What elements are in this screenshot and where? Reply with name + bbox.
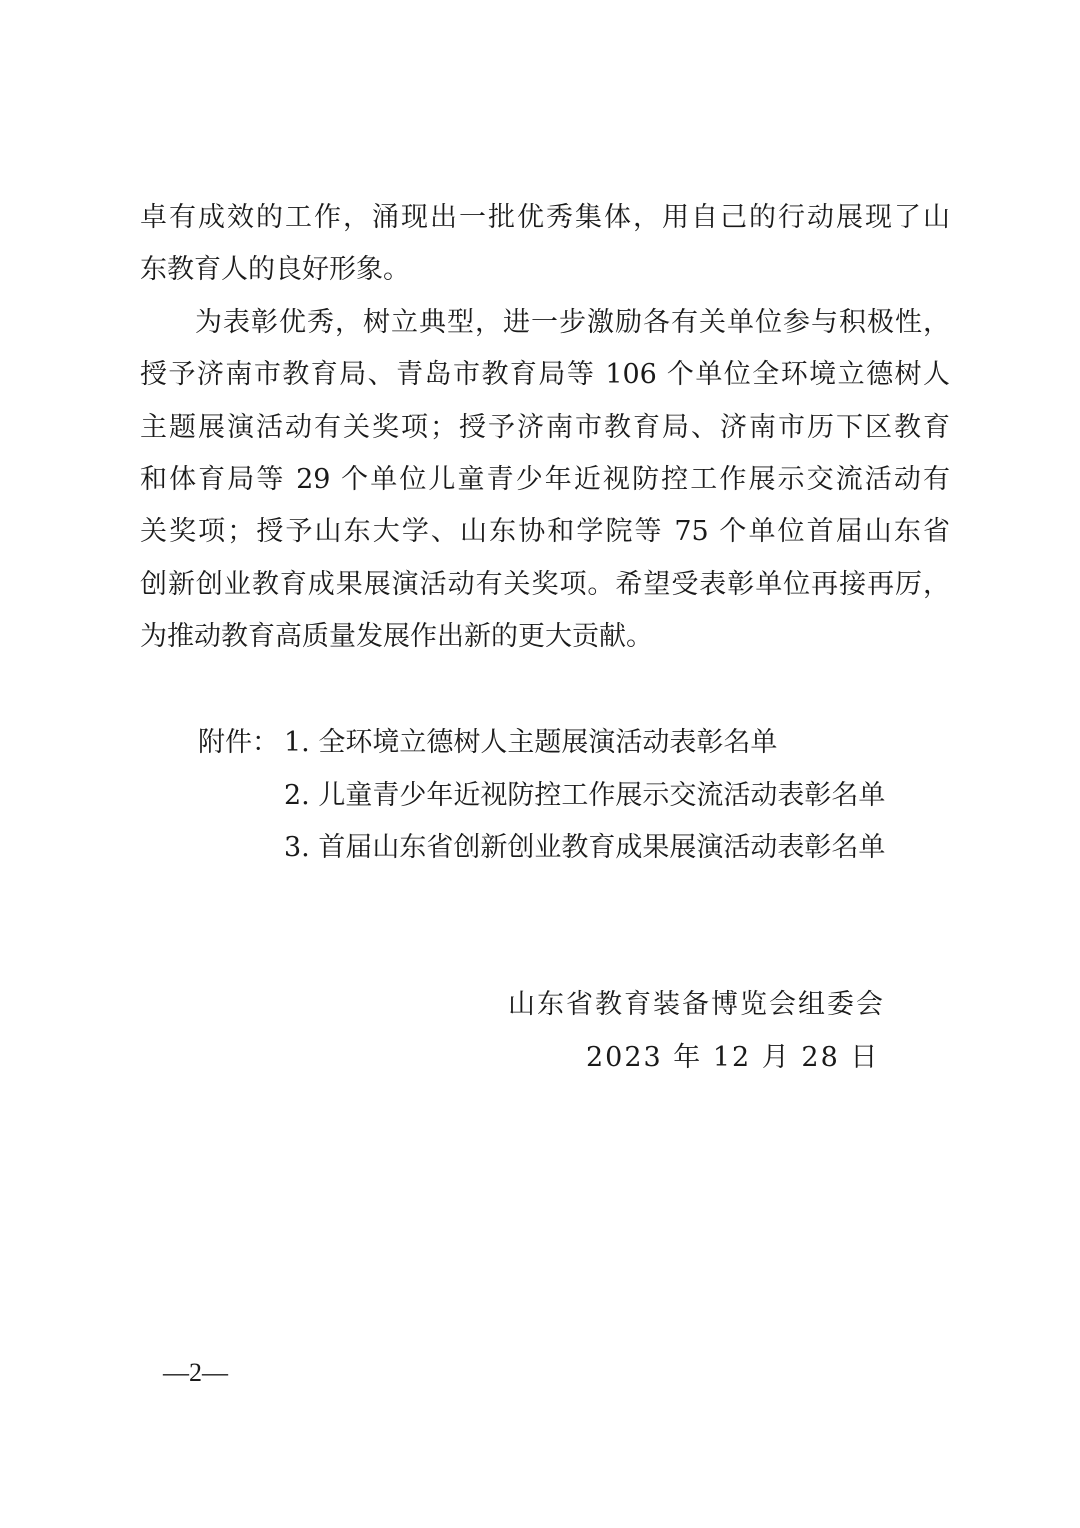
attachments-label: 附件： [198, 727, 279, 758]
page-number: —2— [163, 1358, 228, 1387]
signature-organization: 山东省教育装备博览会组委会 [508, 989, 885, 1020]
attachment-item-2: 2. 儿童青少年近视防控工作展示交流活动表彰名单 [284, 780, 886, 811]
body-line-7: 关奖项；授予山东大学、山东协和学院等 75 个单位首届山东省 [140, 516, 950, 547]
attachment-item-1: 1. 全环境立德树人主题展演活动表彰名单 [284, 727, 778, 758]
body-line-9: 为推动教育高质量发展作出新的更大贡献。 [140, 621, 653, 652]
body-line-6: 和体育局等 29 个单位儿童青少年近视防控工作展示交流活动有 [140, 464, 950, 495]
body-line-5: 主题展演活动有关奖项；授予济南市教育局、济南市历下区教育 [140, 412, 950, 443]
attachment-item-3: 3. 首届山东省创新创业教育成果展演活动表彰名单 [284, 832, 886, 863]
body-line-3: 为表彰优秀，树立典型，进一步激励各有关单位参与积极性， [195, 307, 950, 338]
signature-date: 2023 年 12 月 28 日 [586, 1042, 880, 1073]
body-line-2: 东教育人的良好形象。 [140, 254, 410, 285]
body-line-8: 创新创业教育成果展演活动有关奖项。希望受表彰单位再接再厉， [140, 569, 950, 600]
body-line-4: 授予济南市教育局、青岛市教育局等 106 个单位全环境立德树人 [140, 359, 950, 390]
body-line-1: 卓有成效的工作，涌现出一批优秀集体，用自己的行动展现了山 [140, 202, 950, 233]
